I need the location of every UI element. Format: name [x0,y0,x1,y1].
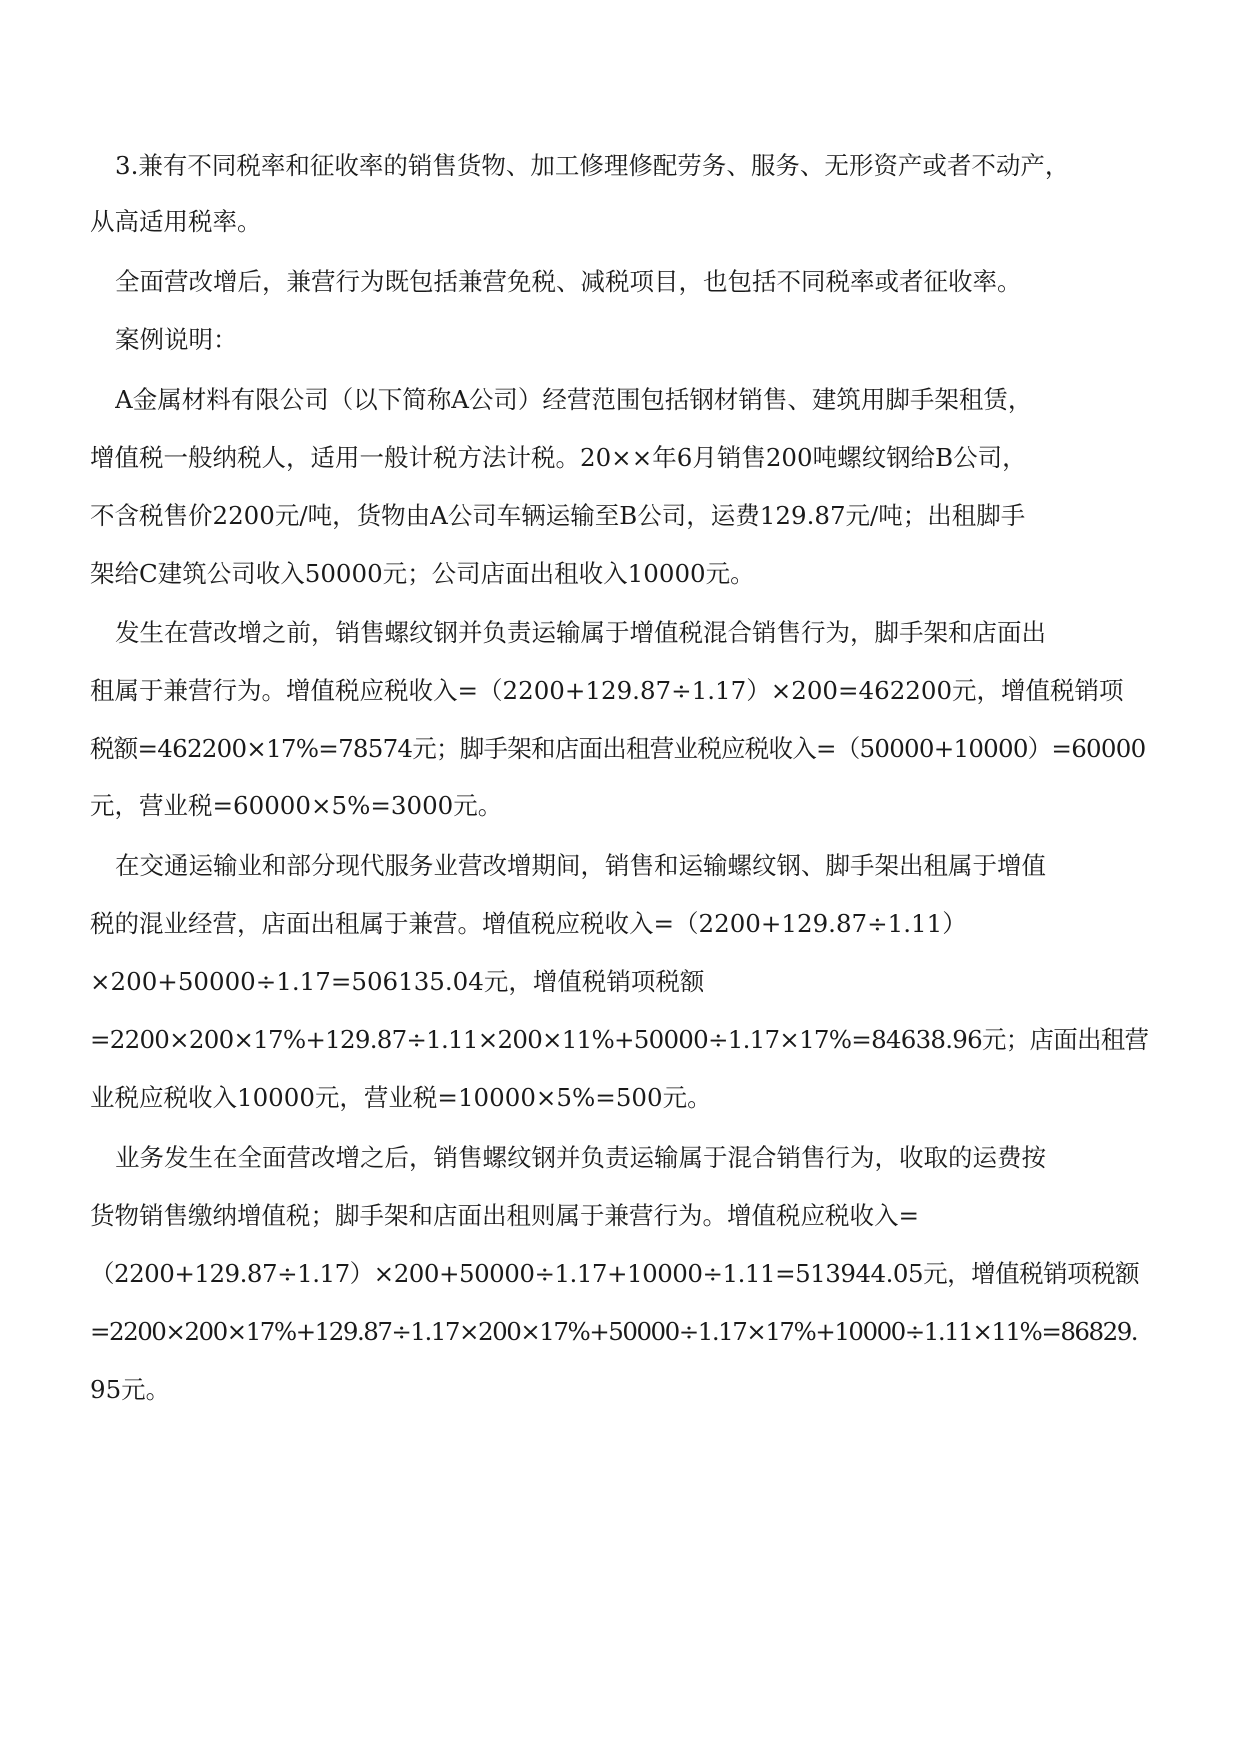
text-line: 增值税一般纳税人，适用一般计税方法计税。20××年6月销售200吨螺纹钢给B公司， [90,443,1027,472]
text-line: 业务发生在全面营改增之后，销售螺纹钢并负责运输属于混合销售行为，收取的运费按 [115,1143,1046,1172]
text-line: 案例说明： [115,325,238,354]
text-line: A金属材料有限公司（以下简称A公司）经营范围包括钢材销售、建筑用脚手架租赁， [115,385,1033,414]
text-line: 不含税售价2200元/吨，货物由A公司车辆运输至B公司，运费129.87元/吨；出租脚手 [90,501,1026,530]
text-line: 租属于兼营行为。增值税应税收入=（2200+129.87÷1.17）×200=462200元，增值税销项 [90,676,1124,705]
text-line: 全面营改增后，兼营行为既包括兼营免税、减税项目，也包括不同税率或者征收率。 [115,267,1022,296]
text-line: 3.兼有不同税率和征收率的销售货物、加工修理修配劳务、服务、无形资产或者不动产， [115,151,1070,180]
text-line: 税额=462200×17%=78574元；脚手架和店面出租营业税应税收入=（50000+10000）=60000 [90,734,1146,763]
text-line: 货物销售缴纳增值税；脚手架和店面出租则属于兼营行为。增值税应税收入= [90,1201,920,1230]
text-line: 从高适用税率。 [90,207,262,236]
text-line: 元，营业税=60000×5%=3000元。 [90,791,503,820]
text-line: =2200×200×17%+129.87÷1.17×200×17%+50000÷1.17×17%+10000÷1.11×11%=86829. [90,1317,1138,1346]
text-line: 95元。 [90,1375,171,1404]
text-line: （2200+129.87÷1.17）×200+50000÷1.17+10000÷1.11=513944.05元，增值税销项税额 [90,1259,1140,1288]
text-line: 在交通运输业和部分现代服务业营改增期间，销售和运输螺纹钢、脚手架出租属于增值 [115,851,1046,880]
text-line: 发生在营改增之前，销售螺纹钢并负责运输属于增值税混合销售行为，脚手架和店面出 [115,618,1046,647]
text-line: =2200×200×17%+129.87÷1.11×200×11%+50000÷1.17×17%=84638.96元；店面出租营 [90,1025,1149,1054]
text-line: 税的混业经营，店面出租属于兼营。增值税应税收入=（2200+129.87÷1.11） [90,909,967,938]
text-line: 架给C建筑公司收入50000元；公司店面出租收入10000元。 [90,559,755,588]
text-line: ×200+50000÷1.17=506135.04元，增值税销项税额 [90,967,705,996]
text-line: 业税应税收入10000元，营业税=10000×5%=500元。 [90,1083,712,1112]
